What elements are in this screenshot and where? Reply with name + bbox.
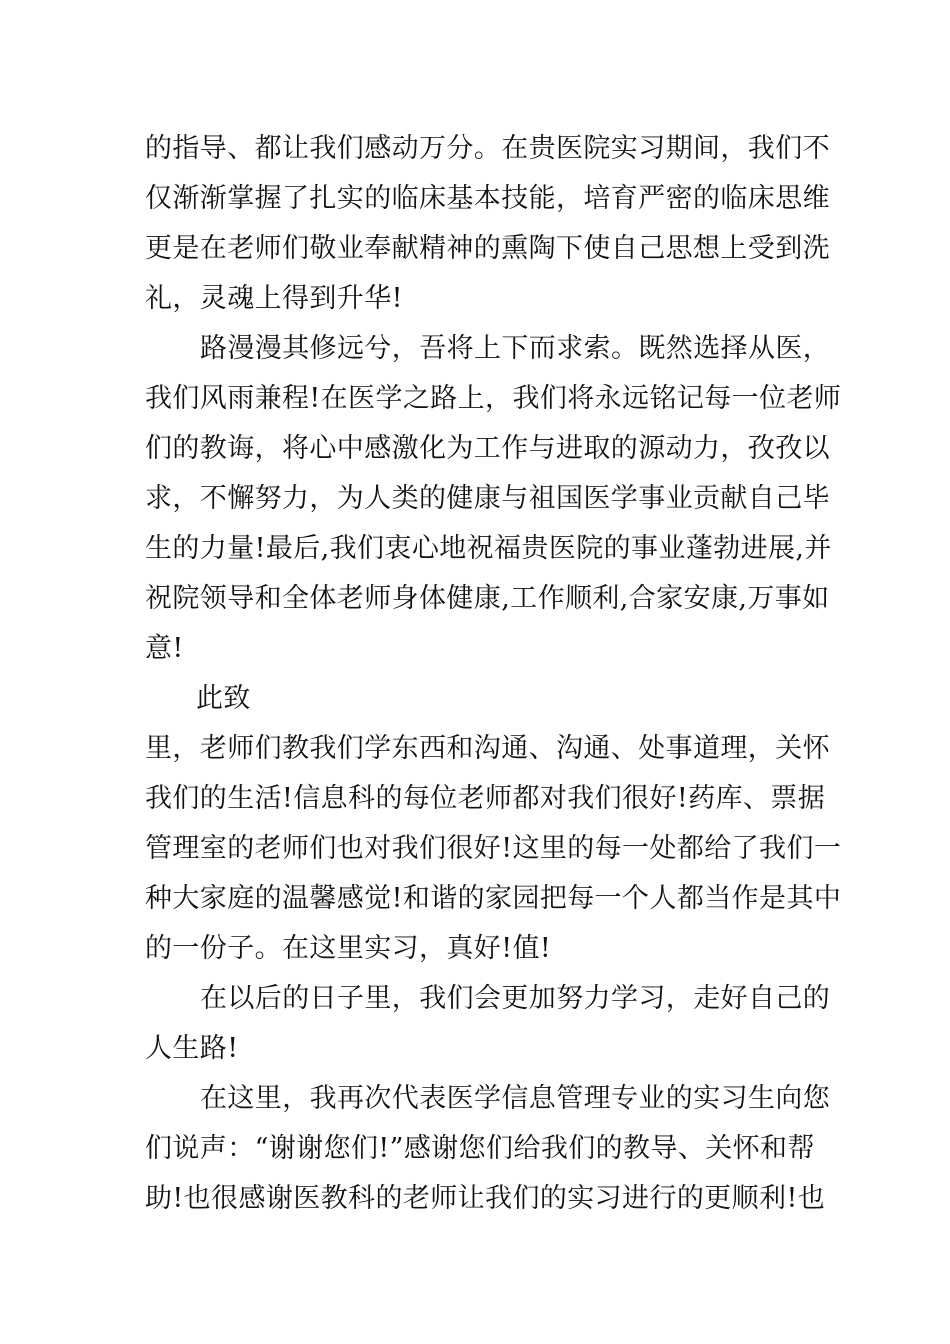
text-line: 我们的生活!信息科的每位老师都对我们很好!药库、票据 (145, 783, 826, 814)
text-line: 种大家庭的温馨感觉!和谐的家园把每一个人都当作是其中 (145, 883, 842, 914)
text-line: 管理室的老师们也对我们很好!这里的每一处都给了我们一 (145, 833, 842, 864)
text-line: 求，不懈努力，为人类的健康与祖国医学事业贡献自己毕 (145, 483, 830, 514)
text-line: 仅渐渐掌握了扎实的临床基本技能，培育严密的临床思维 (145, 183, 830, 214)
text-line: 的一份子。在这里实习，真好!值! (145, 933, 552, 964)
text-line: 意! (145, 633, 184, 664)
text-line: 们的教诲，将心中感激化为工作与进取的源动力，孜孜以 (145, 433, 830, 464)
paragraph-start-line: 在以后的日子里，我们会更加努力学习，走好自己的 (200, 983, 831, 1014)
text-line: 里，老师们教我们学东西和沟通、沟通、处事道理，关怀 (145, 733, 830, 764)
text-line: 的指导、都让我们感动万分。在贵医院实习期间，我们不 (145, 133, 830, 164)
text-line: 礼，灵魂上得到升华! (145, 283, 403, 314)
text-line: 助!也很感谢医教科的老师让我们的实习进行的更顺利!也 (145, 1183, 826, 1214)
text-line: 们说声：“谢谢您们!”感谢您们给我们的教导、关怀和帮 (145, 1133, 815, 1164)
text-line: 生的力量!最后,我们衷心地祝福贵医院的事业蓬勃进展,并 (145, 533, 832, 564)
paragraph-start-line: 路漫漫其修远兮，吾将上下而求索。既然选择从医， (200, 333, 831, 364)
paragraph-start-line: 在这里，我再次代表医学信息管理专业的实习生向您 (200, 1083, 831, 1114)
salutation-line: 此致 (196, 683, 251, 714)
text-line: 我们风雨兼程!在医学之路上，我们将永远铭记每一位老师 (145, 383, 842, 414)
text-line: 更是在老师们敬业奉献精神的熏陶下使自己思想上受到洗 (145, 233, 830, 264)
text-line: 祝院领导和全体老师身体健康,工作顺利,合家安康,万事如 (145, 583, 830, 614)
text-line: 人生路! (145, 1033, 239, 1064)
